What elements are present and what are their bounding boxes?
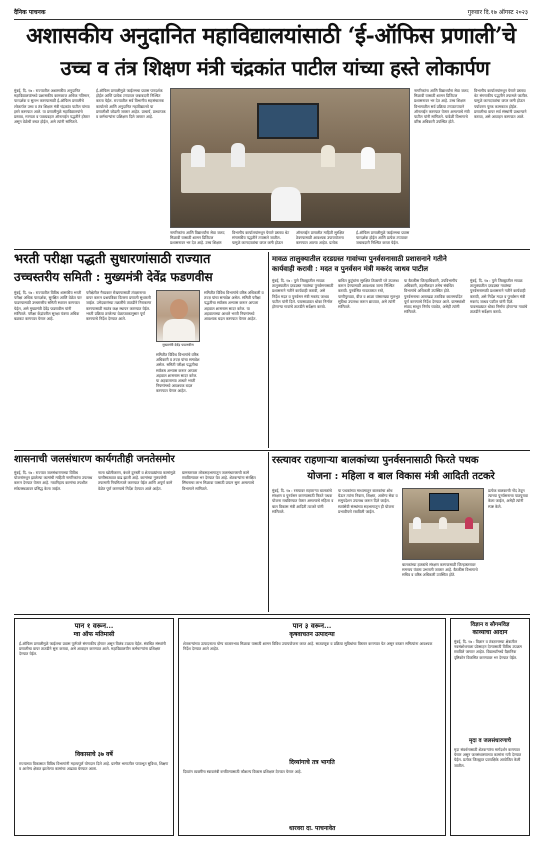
box3-title: विज्ञान व सौगमविज्ञ — [470, 622, 510, 628]
box2-signature: धारवरा दा. पाचनावेत — [289, 825, 336, 832]
box2-title: पान ३ वरून... — [292, 621, 332, 630]
date-line: गुरुवार दि.१७ ऑगस्ट २०२३ — [467, 9, 528, 16]
story5-meeting-photo — [402, 488, 484, 560]
box2-subtitle: कृषवाचतन उत्पादन्या — [289, 631, 335, 638]
story4-col-1: मुंबई, दि. १७ : राज्यात जलसंधारणाच्या विविध योजनांमधून झालेल्या कामांची माहिती नागरिकांना उपलब्ध करून देण्यात येणार आहे. गावनिहाय कामांचा तपशील संकेतस्थळावर प्रसिद्ध केला जाईल. — [14, 470, 93, 491]
lead-col-3a: नागरिकांना आणि विद्यार्थ्यांना सेवा जलद मिळावी यासाठी शासन डिजिटल प्रशासनावर भर देत आहे. उच्च शिक्षण — [170, 230, 225, 246]
box3-text-2: मृदा संवर्धनासाठी शेतकऱ्यांना मार्गदर्शन करण्यात येणार असून जलसंधारणाच्या कामांना गती देण्यात येईल. प्रत्येक जिल्ह्यात प्रात्यक्षिके आयोजित केली जातील. — [454, 747, 522, 768]
story3-col-4: मुंबई, दि. १७ : पुणे जिल्ह्यातील मावळ तालुक्यातील दरडग्रस्त गावांच्या पुनर्वसनासाठी प्रशासनाने गतीने कार्यवाही करावी, असे निर्देश मदत व पुनर्वसन मंत्री मकरंद जाधव पाटील यांनी दिले. पावसाळ्यात धोका निर्माण होणाऱ्या गावांचे तातडीने सर्वेक्षण करावे. — [470, 278, 528, 315]
box1-text-2: राज्याच्या विकासात विविध विभागांनी महत्त्वपूर्ण योगदान दिले आहे. ग्रामीण भागातील पायाभूत सुविधा, शिक्षण व आरोग्य क्षेत्रात झालेल्या कामांचा आढावा घेण्यात आला. — [19, 761, 169, 772]
lead-col-4a: विभागीय कार्यालयांमधून येणारे प्रस्ताव थेट संगणकीय पद्धतीने तपासले जातील. यामुळे कागदपत्रांचा वापर कमी होऊन — [232, 230, 290, 246]
lead-col-4: विभागीय कार्यालयांमधून येणारे प्रस्ताव थेट संगणकीय पद्धतीने तपासले जातील. यामुळे कागदपत्रांचा वापर कमी होऊन पर्यावरण पूरक कामकाज होईल. प्रणालीचा वापर सर्व संस्थांनी प्राधान्याने करावा, असे आवाहन करण्यात आले. — [474, 88, 529, 120]
box3-subtitle: काव्याचा आदान — [472, 629, 508, 636]
story5-col-2: या पथकांच्या माध्यमातून बालकांचा शोध घेऊन त्यांना निवारा, शिक्षण, आरोग्य सेवा व समुपदेशन उपलब्ध करून दिले जाईल. स्वयंसेवी संस्थांच्या सहभागातून ही योजना प्रभावीपणे राबविली जाईल. — [338, 488, 398, 514]
box2-text: शेतकऱ्यांच्या उत्पादनाला योग्य बाजारभाव मिळावा यासाठी शासन विविध उपाययोजना करत आहे. साठवणूक व प्रक्रिया सुविधांचा विस्तार करण्यात येत असून बाजार समित्यांना आवश्यक निर्देश देण्यात आले आहेत. — [183, 641, 433, 652]
story5-col-4: प्रत्येक बालकाची नोंद ठेवून त्याच्या पुनर्वसनाचा पाठपुरावा केला जाईल, असेही त्यांनी स्पष्ट केले. — [488, 488, 528, 509]
lead-meeting-photo — [170, 88, 410, 228]
story3-col-3: या बैठकीस जिल्हाधिकारी, उपविभागीय अधिकारी, तहसीलदार तसेच संबंधित विभागांचे अधिकारी उपस्थित होते. पुनर्वसनाचा आराखडा ठराविक कालमर्यादेत पूर्ण करण्याचे निर्देश देण्यात आले. ग्रामस्थांशी संवाद साधून निर्णय घ्यावेत, असेही त्यांनी सांगितले. — [404, 278, 466, 315]
box1-title: पान १ वरून... — [74, 621, 114, 630]
masthead — [14, 6, 528, 20]
lead-col-6a: ई-ऑफिस प्रणालीमुळे फाईल्सचा प्रवास पारदर्शक होईल आणि प्रत्येक टप्प्यावर जबाबदारी निश्चित करता येईल. — [356, 230, 410, 246]
lead-col-5a: ऑनलाईन प्रणालीत माहिती सुरक्षित ठेवण्यासाठी आवश्यक उपाययोजना करण्यात आल्या आहेत. प्रत्येक — [296, 230, 345, 246]
lead-headline-2: उच्च व तंत्र शिक्षण मंत्री चंद्रकांत पाटील यांच्या हस्ते लोकार्पण — [60, 56, 490, 80]
video-screen — [257, 103, 319, 139]
story5-headline-2: योजना : महिला व बाल विकास मंत्री आदिती तटकरे — [307, 471, 495, 482]
story3-col-1: मुंबई, दि. १७ : पुणे जिल्ह्यातील मावळ तालुक्यातील दरडग्रस्त गावांच्या पुनर्वसनासाठी प्रशासनाने गतीने कार्यवाही करावी, असे निर्देश मदत व पुनर्वसन मंत्री मकरंद जाधव पाटील यांनी दिले. पावसाळ्यात धोका निर्माण होणाऱ्या गावांचे तातडीने सर्वेक्षण करावे. — [272, 278, 334, 310]
box3-subtitle-2: मृदा व जलसंधारणाचे — [468, 738, 511, 744]
story3-col-2: बाधित कुटुंबांना सुरक्षित ठिकाणी घरे उपलब्ध करून देण्यासाठी आवश्यक जागा निश्चित करावी. पुनर्वसित गावठाणात रस्ते, पाणीपुरवठा, वीज व शाळा यांसारख्या मूलभूत सुविधा उपलब्ध करून द्याव्यात, असे त्यांनी सांगितले. — [338, 278, 400, 310]
box3-text: मुंबई, दि. १७ : विज्ञान व तंत्रज्ञानाच्या क्षेत्रातील नवसंशोधनाला प्रोत्साहन देण्यासाठी विविध उपक्रम राबविले जाणार आहेत. विद्यार्थ्यांमध्ये वैज्ञानिक दृष्टिकोन विकसित करण्यावर भर देण्यात येईल. — [454, 639, 522, 660]
story2-headline-1: भरती परीक्षा पद्धती सुधारणांसाठी राज्यात — [14, 252, 211, 267]
box2-subtitle-2: दिव्यांगाचे तत्र भागति — [289, 759, 335, 766]
lead-headline-1: अशासकीय अनुदानित महाविद्यालयांसाठी ‘ई-ऑफिस प्रणाली’चे — [26, 23, 516, 49]
lead-col-3: नागरिकांना आणि विद्यार्थ्यांना सेवा जलद मिळावी यासाठी शासन डिजिटल प्रशासनावर भर देत आहे. उच्च शिक्षण विभागातील सर्व प्रक्रिया टप्प्याटप्प्याने ऑनलाईन करण्यात येणार असल्याचे मंत्री पाटील यांनी सांगितले. यावेळी विभागाचे वरिष्ठ अधिकारी उपस्थित होते. — [414, 88, 470, 125]
story2-col-2: परीक्षेतील गैरप्रकार रोखण्यासाठी तंत्रज्ञानाचा वापर करून प्रश्नपत्रिका वितरण प्रणाली सुधारली जाईल. उमेदवारांच्या तक्रारींचे तातडीने निराकरण करण्यासाठी स्वतंत्र कक्ष स्थापन करण्यात येईल. भरती प्रक्रिया ठरलेल्या वेळापत्रकानुसार पूर्ण करण्याचे निर्देश देण्यात आले. — [86, 290, 152, 322]
story2-headline-2: उच्चस्तरीय समिती : मुख्यमंत्री देवेंद्र फडणवीस — [14, 270, 213, 284]
story5-col-1: मुंबई, दि. १७ : रस्त्यावर राहणाऱ्या बालकांचे संरक्षण व पुनर्वसन करण्यासाठी फिरते पथक योजना राबविण्यात येणार असल्याचे महिला व बाल विकास मंत्री आदिती तटकरे यांनी सांगितले. — [272, 488, 334, 514]
cm-portrait-caption: मुख्यमंत्री देवेंद्र फडणवीस — [162, 343, 194, 347]
story2-col-3a: समितीत विविध विभागांचे वरिष्ठ अधिकारी व तज्ज्ञ यांचा समावेश असेल. समिती परीक्षा पद्धतीचा सर्वंकष अभ्यास करून आपला अहवाल शासनास सादर करेल. या अहवालाच्या आधारे भरती नियमांमध्ये आवश्यक बदल करण्यात येणार आहेत. — [156, 352, 200, 394]
lead-col-2: ई-ऑफिस प्रणालीमुळे फाईल्सचा प्रवास पारदर्शक होईल आणि प्रत्येक टप्प्यावर जबाबदारी निश्चित करता येईल. राज्यातील सर्व विभागीय सहसंचालक कार्यालये आणि अनुदानित महाविद्यालये या प्रणालीशी जोडली जाणार आहेत. प्राचार्य, प्राध्यापक व कर्मचाऱ्यांना प्रशिक्षण दिले जाणार आहे. — [96, 88, 166, 120]
box1-subtitle-2: विकासाचे ३७ वर्षे — [75, 751, 113, 758]
story3-headline-2: कार्यवाही करावी : मदत व पुनर्वसन मंत्री मकरंद जाधव पाटील — [272, 264, 428, 273]
box1-text: ई-ऑफिस प्रणालीमुळे फाईलचा प्रवास पूर्णपणे संगणकीय होणार असून विलंब टाळता येईल. संबंधित संस्थांनी प्रणालीचा वापर तातडीने सुरू करावा, असे आवाहन करण्यात आले. महाविद्यालयीन कर्मचाऱ्यांना प्रशिक्षण देण्यात येईल. — [19, 641, 166, 657]
story4-col-2: नाला खोलीकरण, बंधारे दुरुस्ती व शेततळ्यांच्या कामांमुळे पाणीसाठ्यात वाढ झाली आहे. कामांच्या गुणवत्तेची तपासणी नियमितपणे करण्यात येईल आणि अपूर्ण कामे वेळेत पूर्ण करण्याचे निर्देश देण्यात आले आहेत. — [98, 470, 176, 491]
story3-headline-1: मावळ तालुक्यातील दरडग्रस्त गावांच्या पुनर्वसनासाठी प्रशासनाने गतीने — [272, 254, 447, 263]
story4-col-3: ग्रामस्तरावर लोकसहभागातून जलसंधारणाची कामे राबविण्यावर भर देण्यात येत आहे. शेतकऱ्यांना संरक्षित सिंचनाचा लाभ मिळावा यासाठी प्रयत्न सुरू असल्याचे विभागाने सांगितले. — [182, 470, 256, 491]
story5-headline-1: रस्त्यावर राहणाऱ्या बालकांच्या पुनर्वसनासाठी फिरते पथक — [272, 455, 479, 466]
continuation-box-3 — [450, 618, 530, 836]
continuation-box-1 — [14, 618, 174, 836]
lead-col-1: मुंबई, दि. १७ : राज्यातील अशासकीय अनुदानित महाविद्यालयांमध्ये प्रशासकीय कामकाज अधिक गतिमान, पारदर्शक व सुलभ करण्यासाठी ई-ऑफिस प्रणालीचे लोकार्पण उच्च व तंत्र शिक्षण मंत्री चंद्रकांत पाटील यांच्या हस्ते करण्यात आले. या प्रणालीमुळे महाविद्यालयांचे प्रस्ताव, मान्यता व पत्रव्यवहार ऑनलाईन पद्धतीने होणार असून वेळेची बचत होईल, असे त्यांनी सांगितले. — [14, 88, 91, 125]
continuation-box-2 — [178, 618, 446, 836]
story2-col-1: मुंबई, दि. १७ : राज्यातील विविध शासकीय भरती परीक्षा अधिक पारदर्शक, सुरक्षित आणि वेळेत पार पाडण्यासाठी उच्चस्तरीय समिती स्थापन करण्यात येईल, असे मुख्यमंत्री देवेंद्र फडणवीस यांनी सांगितले. परीक्षा केंद्रांवरील सुरक्षा यंत्रणा अधिक बळकट करण्यात येणार आहे. — [14, 290, 82, 322]
paper-name: दैनिक पाचनक — [14, 9, 46, 16]
cm-portrait-photo — [156, 290, 200, 342]
box2-text-2: दिव्यांग व्यक्तींना स्वावलंबी बनविण्यासाठी कौशल्य विकास प्रशिक्षण देण्यात येणार आहे. — [183, 769, 302, 774]
story2-col-3: समितीत विविध विभागांचे वरिष्ठ अधिकारी व तज्ज्ञ यांचा समावेश असेल. समिती परीक्षा पद्धतीचा सर्वंकष अभ्यास करून आपला अहवाल शासनास सादर करेल. या अहवालाच्या आधारे भरती नियमांमध्ये आवश्यक बदल करण्यात येणार आहेत. — [204, 290, 264, 322]
story5-col-3: बालकांच्या हक्कांचे संरक्षण करण्यासाठी जिल्हास्तरावर समन्वय यंत्रणा उभारली जाणार आहे. बैठकीस विभागाचे सचिव व वरिष्ठ अधिकारी उपस्थित होते. — [402, 562, 478, 578]
story4-headline: शासनाची जलसंधारण कार्यगतीही जनतेसमोर — [14, 454, 175, 465]
box1-subtitle: ग्वा ऑफ मतिमासी — [73, 631, 115, 638]
